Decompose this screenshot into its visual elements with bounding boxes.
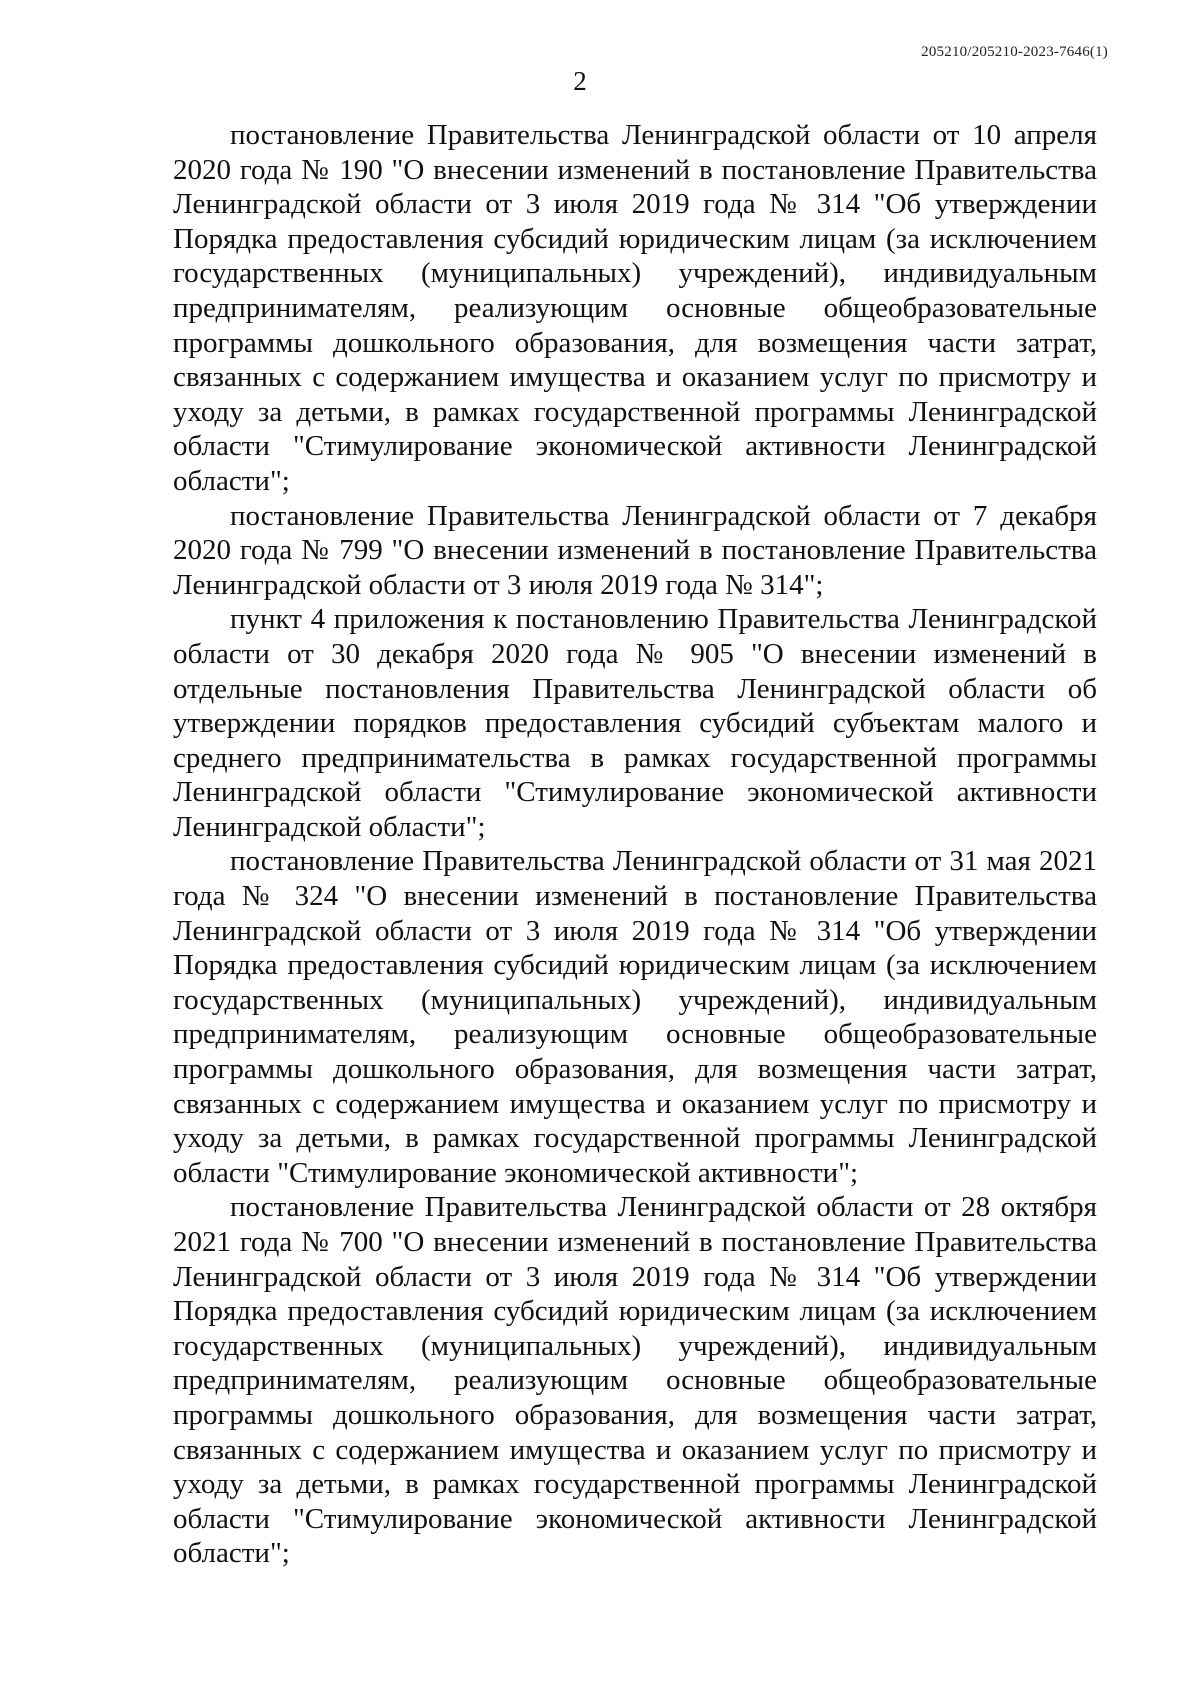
paragraph-resolution-700: постановление Правительства Ленинградской области от 28 октября 2021 года № 700 "О внесении изменений в постановление Правительства Ленинградской области от 3 июля 2019 года № 314 "Об утверждении Порядка предоставления субсидий юридическим лицам (за исключением государственных (муниципальных) учреждений), индивидуальным предпринимателям, реализующим основные общеобразовательные программы дошкольного образования, для возмещения части затрат, связанных с содержанием имущества и оказанием услуг по присмотру и уходу за детьми, в рамках государственной программы Ленинградской области "Стимулирование экономической активности Ленинградской области"; — [173, 1191, 1097, 1570]
paragraph-resolution-905: пункт 4 приложения к постановлению Правительства Ленинградской области от 30 декабря 2020 года № 905 "О внесении изменений в отдельные постановления Правительства Ленинградской области об утверждении порядков предоставления субсидий субъектам малого и среднего предпринимательства в рамках государственной программы Ленинградской области "Стимулирование экономической активности Ленинградской области"; — [173, 603, 1097, 843]
paragraph-resolution-190: постановление Правительства Ленинградской области от 10 апреля 2020 года № 190 "О внесении изменений в постановление Правительства Ленинградской области от 3 июля 2019 года № 314 "Об утверждении Порядка предоставления субсидий юридическим лицам (за исключением государственных (муниципальных) учреждений), индивидуальным предпринимателям, реализующим основные общеобразовательные программы дошкольного образования, для возмещения части затрат, связанных с содержанием имущества и оказанием услуг по присмотру и уходу за детьми, в рамках государственной программы Ленинградской области "Стимулирование экономической активности Ленинградской области"; — [173, 119, 1097, 497]
paragraph-resolution-324: постановление Правительства Ленинградской области от 31 мая 2021 года № 324 "О внесении изменений в постановление Правительства Ленинградской области от 3 июля 2019 года № 314 "Об утверждении Порядка предоставления субсидий юридическим лицам (за исключением государственных (муниципальных) учреждений), индивидуальным предпринимателям, реализующим основные общеобразовательные программы дошкольного образования, для возмещения части затрат, связанных с содержанием имущества и оказанием услуг по присмотру и уходу за детьми, в рамках государственной программы Ленинградской области "Стимулирование экономической активности"; — [173, 845, 1097, 1189]
document-id: 205210/205210-2023-7646(1) — [921, 44, 1108, 60]
paragraph-resolution-799: постановление Правительства Ленинградской области от 7 декабря 2020 года № 799 "О внесении изменений в постановление Правительства Ленинградской области от 3 июля 2019 года № 314"; — [173, 499, 1097, 601]
page-number: 2 — [573, 66, 587, 96]
document-body — [173, 118, 1097, 1571]
